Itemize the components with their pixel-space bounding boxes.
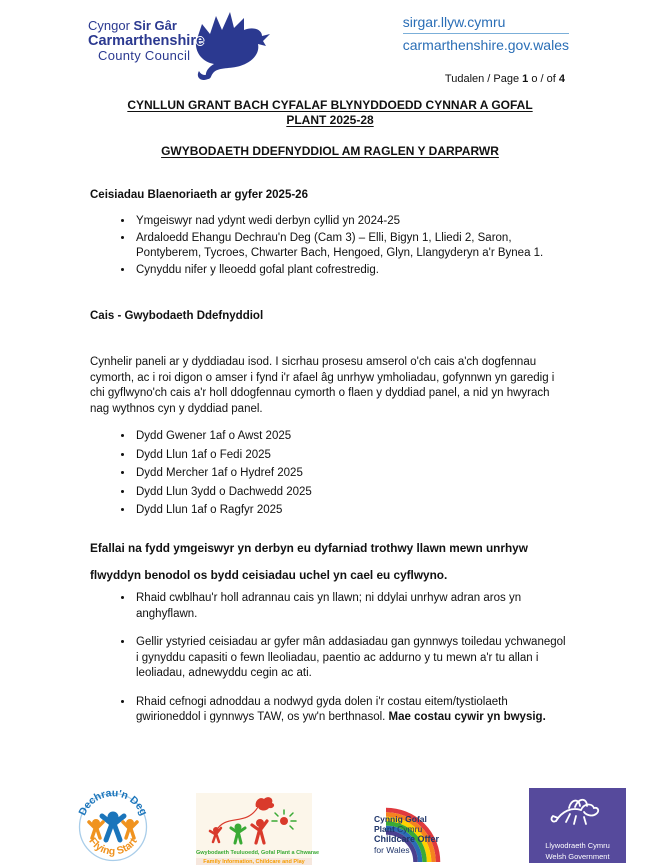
list-item: • Rhaid cwblhau'r holl adrannau cais yn llawn; ni ddylai unrhyw adran aros yn anghyflawn. <box>134 591 570 622</box>
flying-start-welsh-text: Dechrau'n Deg <box>76 790 150 818</box>
document-subtitle: GWYBODAETH DDEFNYDDIOL AM RAGLEN Y DARPARWR <box>161 144 499 158</box>
list-item: • Cynyddu nifer y lleoedd gofal plant cofrestredig. <box>134 263 570 278</box>
council-logo-text <box>88 18 204 63</box>
priority-section-heading: Ceisiadau Blaenoriaeth ar gyfer 2025-26 <box>90 189 308 201</box>
welsh-government-english-text: Welsh Government <box>545 851 610 861</box>
flying-start-english-text: Flying Start <box>86 835 140 858</box>
childcare-offer-line1: Cynnig Gofal <box>374 814 427 824</box>
council-name-english: Carmarthenshire <box>88 33 205 49</box>
flying-start-icon <box>76 790 150 864</box>
website-addresses <box>403 14 569 53</box>
childcare-offer-text <box>374 814 439 855</box>
family-information-logo <box>196 793 320 865</box>
family-information-english-text: Family Information, Childcare and Play <box>196 858 312 865</box>
list-item: • Dydd Llun 3ydd o Dachwedd 2025 <box>134 485 570 500</box>
flying-start-logo <box>76 790 150 864</box>
application-section-heading: Cais - Gwybodaeth Ddefnyddiol <box>90 310 264 322</box>
childcare-offer-line3: Childcare Offer <box>374 834 440 844</box>
website-welsh: sirgar.llyw.cymru <box>403 14 569 34</box>
council-name-welsh: Cyngor Sir Gâr <box>88 18 177 33</box>
document-title: CYNLLUN GRANT BACH CYFALAF BLYNYDDOEDD CYNNAR A GOFAL PLANT 2025-28 <box>127 98 533 127</box>
family-information-icon <box>196 793 312 845</box>
list-item: • Dydd Mercher 1af o Hydref 2025 <box>134 466 570 481</box>
childcare-offer-line4: for Wales <box>374 845 410 855</box>
document-content <box>90 98 570 739</box>
childcare-offer-line2: Plant Cymru <box>374 824 423 834</box>
priority-bullet-list <box>90 214 570 278</box>
council-name-sub: County Council <box>98 48 191 63</box>
welsh-government-welsh-text: Llywodraeth Cymru <box>545 841 610 850</box>
page-indicator: Tudalen / Page 1 o / of 4 <box>444 73 565 85</box>
list-item: • Ymgeiswyr nad ydynt wedi derbyn cyllid yn 2024-25 <box>134 214 570 229</box>
threshold-statement: Efallai na fydd ymgeiswyr yn derbyn eu dyfarniad trothwy llawn mewn unrhyw flwyddyn benodol os bydd ceisiadau uchel yn cael eu cyflwyno. <box>90 541 528 582</box>
council-logo <box>88 8 266 80</box>
footer-logo-strip <box>0 785 659 865</box>
family-information-welsh-text: Gwybodaeth Teuluoedd, Gofal Plant a Chwarae <box>196 850 320 856</box>
list-item: • Gellir ystyried ceisiadau ar gyfer mân addasiadau gan gynnwys toiledau ychwanegol i gynyddu capasiti o fewn lleoliadau, paentio ac addurno y tu mewn a'r tu allan i leoliadau, adnewyddu cegin ac ati. <box>134 635 570 682</box>
website-english: carmarthenshire.gov.wales <box>402 37 569 53</box>
application-paragraph: Cynhelir paneli ar y dyddiadau isod. I sicrhau prosesu amserol o'ch cais a'ch dogfennau cymorth, ac i roi digon o amser i fynd i'r afael âg unrhyw ymholiadau, gofynnwn yn garedig i chi gyflwyno'ch cais a'r holl ddogfennau cymorth o flaen y dyddiad panel, a nid yn hwyrach nag wythnos cyn y dyddiad panel. <box>90 356 555 415</box>
childcare-offer-logo <box>372 788 474 862</box>
list-item: • Dydd Gwener 1af o Awst 2025 <box>134 429 570 444</box>
list-item: • Dydd Llun 1af o Ragfyr 2025 <box>134 503 570 518</box>
list-item: • Rhaid cefnogi adnoddau a nodwyd gyda dolen i'r costau eitem/tystiolaeth gwirioneddol i gynnwys TAW, os yw'n berthnasol. Mae costau cywir yn bwysig. <box>134 695 570 726</box>
welsh-dragon-icon <box>548 793 608 835</box>
guidance-bullet-list <box>90 591 570 726</box>
list-item: • Dydd Llun 1af o Fedi 2025 <box>134 448 570 463</box>
list-item: • Ardaloedd Ehangu Dechrau'n Deg (Cam 3) – Elli, Bigyn 1, Lliedi 2, Saron, Pontyberem, Tycroes, Chwarter Bach, Hengoed, Glyn, Llangyderyn a'r Bynea 1. <box>134 231 570 261</box>
welsh-government-logo <box>529 788 626 863</box>
panel-date-list <box>90 429 570 518</box>
